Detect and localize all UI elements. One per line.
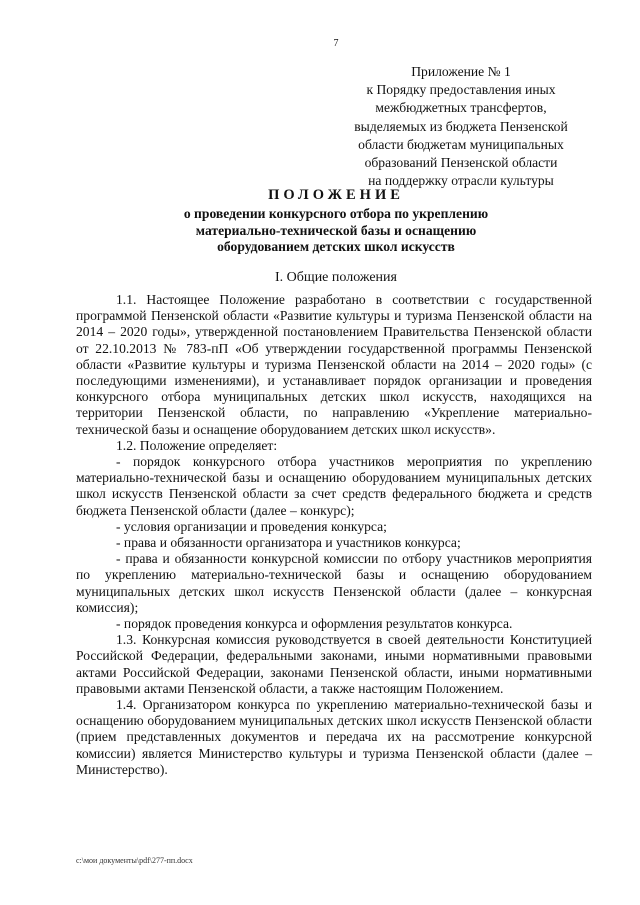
appendix-line: Приложение № 1 xyxy=(411,64,511,79)
appendix-line: выделяемых из бюджета Пензенской xyxy=(354,118,568,134)
list-item: - права и обязанности организатора и участников конкурса; xyxy=(116,535,461,551)
appendix-line: образований Пензенской области xyxy=(364,155,558,171)
appendix-line: к Порядку предоставления иных xyxy=(366,82,556,98)
page-number: 7 xyxy=(333,38,339,49)
list-item: - порядок проведения конкурса и оформления результатов конкурса. xyxy=(116,616,513,632)
appendix-line: межбюджетных трансфертов, xyxy=(375,100,547,116)
appendix-line: области бюджетам муниципальных xyxy=(358,136,564,152)
document-subtitle xyxy=(130,206,542,256)
section-heading: I. Общие положения xyxy=(275,270,397,285)
subtitle-line: материально-технической базы и оснащению xyxy=(195,222,477,238)
paragraph-1-2: 1.2. Положение определяет: xyxy=(116,437,278,453)
subtitle-line: о проведении конкурсного отбора по укреплению xyxy=(183,206,489,221)
list-item: - условия организации и проведения конкурса; xyxy=(116,518,387,534)
paragraph-1-3: 1.3. Конкурсная комиссия руководствуется в своей деятельности Конституцией Российской Федерации, федеральными законами, иными нормативными правовыми актами Российской Федерации, законами Пензенской области, иными нормативными правовыми актами Пензенской области, а также настоящим Положением. xyxy=(76,632,592,696)
footer-file-path: c:\мои документы\pdf\277-пп.docx xyxy=(76,856,193,865)
list-item: - права и обязанности конкурсной комиссии по отбору участников мероприятия по укреплению материально-технической базы и оснащению оборудованием муниципальных детских школ искусств Пензенской области (далее – конкурсная комиссия); xyxy=(76,551,592,615)
paragraph-1-1: 1.1. Настоящее Положение разработано в соответствии с государственной программой Пензенской области «Развитие культуры и туризма Пензенской области на 2014 – 2020 годы», утвержденной постановлением Правительства Пензенской области от 22.10.2013 № 783-пП «Об утверждении государственной программы Пензенской области «Развитие культуры и туризма Пензенской области на 2014 – 2020 годы» (с последующими изменениями), и устанавливает порядок организации и проведения конкурсного отбора муниципальных детских школ искусств, находящихся на территории Пензенской области, по направлению «Укрепление материально-технической базы и оснащение оборудованием детских школ искусств». xyxy=(76,292,592,437)
document-title: ПОЛОЖЕНИЕ xyxy=(268,187,404,203)
subtitle-line: оборудованием детских школ искусств xyxy=(217,239,455,254)
body-text xyxy=(76,292,592,778)
list-item: - порядок конкурсного отбора участников мероприятия по укреплению материально-технической базы и оснащению оборудованием муниципальных детских школ искусств Пензенской области за счет средств федерального бюджета и средств бюджета Пензенской области (далее – конкурс); xyxy=(76,454,592,518)
appendix-line: на поддержку отрасли культуры xyxy=(368,173,554,189)
paragraph-1-4: 1.4. Организатором конкурса по укреплению материально-технической базы и оснащению оборудованием муниципальных детских школ искусств Пензенской области (прием представленных документов и передача их на рассмотрение конкурсной комиссии) является Министерство культуры и туризма Пензенской области (далее – Министерство). xyxy=(76,697,592,777)
appendix-block xyxy=(340,63,582,190)
